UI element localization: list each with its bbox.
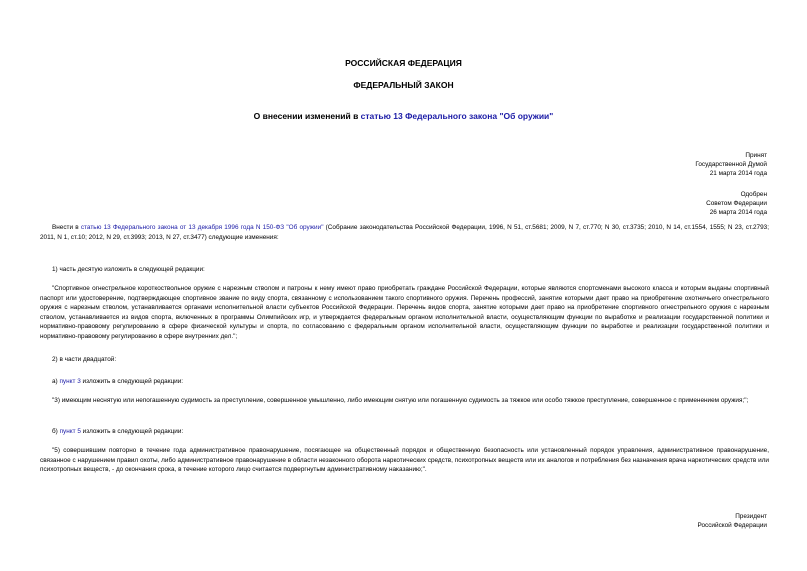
quote-1: "Спортивное огнестрельное короткоствольное оружие с нарезным стволом и патроны к нему имеют право приобретать граждане Российской Федерации, которые являются спортсменами высокого класса и которым выданы спортивный паспорт или удостоверение, подтверждающее спортивное звание по виду спорта, связанному с использованием такого спортивного оружия. Перечень профессий, занятие которыми дает право на приобретение охотничьего огнестрельного оружия с нарезным стволом, устанавливается органами исполнительной власти субъектов Российской Федерации. Перечень видов спорта, занятие которыми дает право на приобретение спортивного огнестрельного оружия с нарезным стволом, устанавливается из видов спорта, включенных в программы Олимпийских игр, и утверждается федеральным органом исполнительной власти, осуществляющим функции по выработке и реализации государственной политики и нормативно-правовому регулированию в сфере физической культуры и спорта, по согласованию с федеральным органом исполнительной власти, осуществляющим функции по выработке и реализации государственной политики и нормативно-правовому регулированию в сфере внутренних дел.";: [40, 285, 769, 340]
item-2a: [40, 377, 769, 387]
approved-line3: 26 марта 2014 года: [709, 209, 767, 216]
item-2b-suffix: изложить в следующей редакции:: [80, 428, 184, 435]
item-2a-suffix: изложить в следующей редакции:: [80, 378, 184, 385]
quote-2: "3) имеющим неснятую или непогашенную судимость за преступление, совершенное умышленно, либо имеющим снятую или погашенную судимость за тяжкое или особо тяжкое преступление, совершенное с применением оружия;";: [52, 397, 749, 404]
item-2a-link[interactable]: пункт 3: [59, 378, 81, 385]
adopted-line1: Принят: [745, 152, 767, 159]
doc-type-heading: ФЕДЕРАЛЬНЫЙ ЗАКОН: [353, 80, 454, 90]
approved-line2: Советом Федерации: [706, 200, 767, 207]
law-title-link[interactable]: статью 13 Федерального закона "Об оружии": [360, 111, 554, 121]
item-2b-link[interactable]: пункт 5: [59, 428, 81, 435]
intro-suffix: (Собрание законодательства Российской Федерации, 1996, N 51, ст.5681; 2009, N 7, ст.770; N 30, ст.3735; 2010, N 14, ст.1554, 1555; N 23, ст.2793; 2011, N 1, ст.10; 2012, N 29, ст.3993; 2013, N 27, ст.3477) следующие изменения:: [40, 224, 769, 241]
item-1: 1) часть десятую изложить в следующей редакции:: [52, 266, 205, 273]
intro-paragraph: [40, 223, 769, 242]
signature-line2: Российской Федерации: [697, 522, 767, 529]
item-2: 2) в части двадцатой:: [52, 356, 117, 363]
adopted-line3: 21 марта 2014 года: [709, 170, 767, 177]
item-2b-prefix: б): [52, 428, 60, 435]
adopted-block: [695, 151, 767, 178]
signature-block: [698, 512, 768, 530]
approved-block: [706, 190, 767, 217]
approved-line1: Одобрен: [740, 191, 767, 198]
signature-line1: Президент: [735, 513, 767, 520]
intro-link[interactable]: статью 13 Федерального закона от 13 декабря 1996 года N 150-ФЗ "Об оружии": [80, 224, 324, 231]
quote-3: "5) совершившим повторно в течение года административное правонарушение, посягающее на общественный порядок и общественную безопасность или установленный порядок управления, административное правонарушение, связанное с нарушением правил охоты, либо административное правонарушение в области незаконного оборота наркотических средств, психотропных веществ или их аналогов и потребления без назначения врача наркотических средств или психотропных веществ, - до окончания срока, в течение которого лицо считается подвергнутым административному наказанию;".: [40, 447, 769, 474]
law-title: [0, 111, 807, 121]
item-2a-prefix: а): [52, 378, 60, 385]
law-title-prefix: О внесении изменений в: [253, 111, 361, 121]
adopted-line2: Государственной Думой: [695, 161, 767, 168]
country-heading: РОССИЙСКАЯ ФЕДЕРАЦИЯ: [345, 58, 462, 68]
intro-prefix: Внести в: [52, 224, 81, 231]
item-2b: [40, 427, 769, 437]
